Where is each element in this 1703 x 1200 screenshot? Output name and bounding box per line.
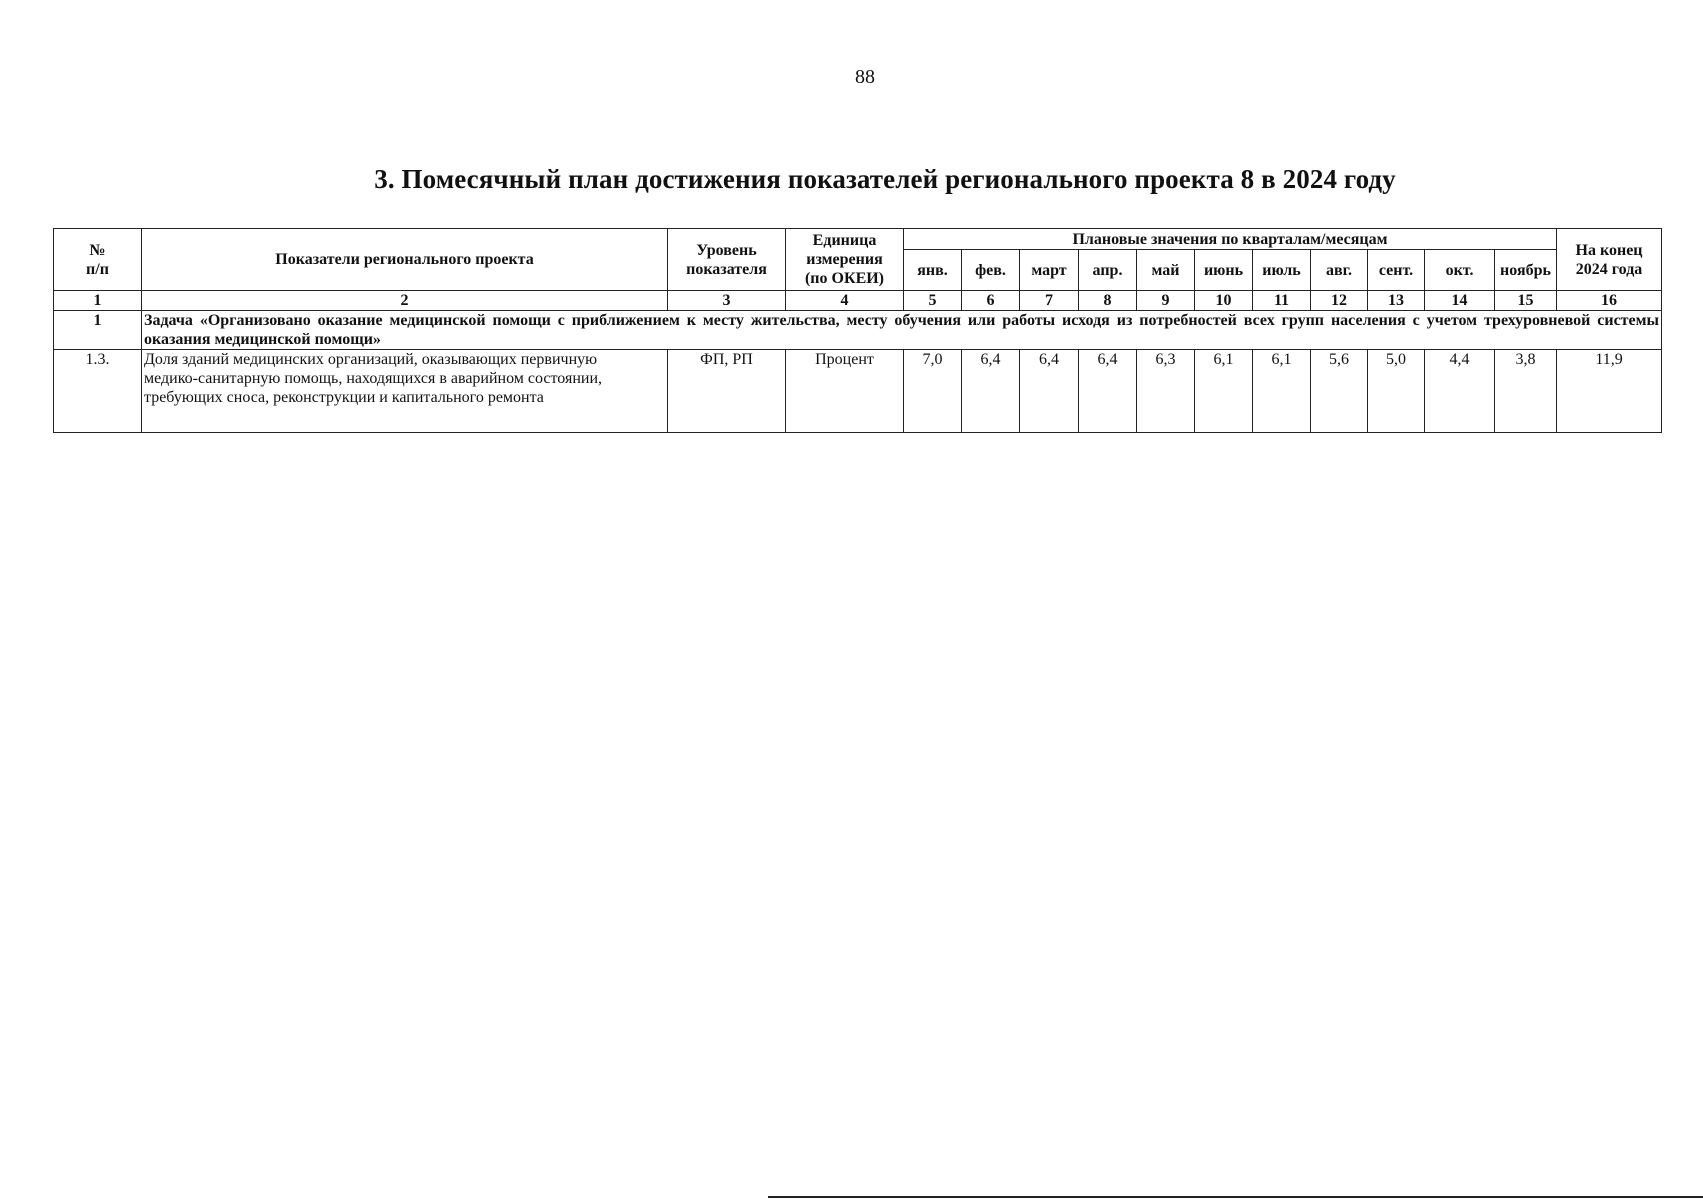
column-number: 6 xyxy=(962,291,1020,311)
footer-rule xyxy=(768,1196,1703,1198)
header-month: окт. xyxy=(1425,250,1495,291)
monthly-value: 5,6 xyxy=(1311,350,1368,433)
column-number: 13 xyxy=(1368,291,1425,311)
page-number: 88 xyxy=(855,66,875,88)
task-description: Задача «Организовано оказание медицинской помощи с приближением к месту жительства, месту обучения или работы исходя из потребностей всех групп населения с учетом трехуровневой системы оказания медицинской помощи» xyxy=(142,311,1662,350)
column-number: 3 xyxy=(668,291,786,311)
document-title: 3. Помесячный план достижения показателей регионального проекта 8 в 2024 году xyxy=(374,164,1396,194)
table-row xyxy=(54,350,1662,433)
column-number: 7 xyxy=(1020,291,1079,311)
header-row xyxy=(54,229,1662,250)
column-number: 9 xyxy=(1137,291,1195,311)
header-no: № п/п xyxy=(54,229,142,291)
header-month: май xyxy=(1137,250,1195,291)
column-number: 11 xyxy=(1253,291,1311,311)
column-number: 1 xyxy=(54,291,142,311)
indicator-name: Доля зданий медицинских организаций, оказывающих первичную медико-санитарную помощь, находящихся в аварийном состоянии, требующих сноса, реконструкции и капитального ремонта xyxy=(142,350,668,433)
indicator-unit: Процент xyxy=(786,350,904,433)
column-number: 2 xyxy=(142,291,668,311)
monthly-value: 6,4 xyxy=(962,350,1020,433)
row-number: 1.3. xyxy=(54,350,142,433)
header-month: апр. xyxy=(1079,250,1137,291)
column-number: 10 xyxy=(1195,291,1253,311)
monthly-value: 6,1 xyxy=(1253,350,1311,433)
column-number: 14 xyxy=(1425,291,1495,311)
header-month: март xyxy=(1020,250,1079,291)
monthly-value: 6,4 xyxy=(1020,350,1079,433)
header-unit: Единица измерения (по ОКЕИ) xyxy=(786,229,904,291)
header-end-of-year: На конец 2024 года xyxy=(1557,229,1662,291)
header-level: Уровень показателя xyxy=(668,229,786,291)
monthly-value: 6,1 xyxy=(1195,350,1253,433)
header-planned-values: Плановые значения по кварталам/месяцам xyxy=(904,229,1557,250)
end-of-year-value: 11,9 xyxy=(1557,350,1662,433)
column-number: 16 xyxy=(1557,291,1662,311)
header-month: июнь xyxy=(1195,250,1253,291)
column-number: 5 xyxy=(904,291,962,311)
monthly-value: 6,3 xyxy=(1137,350,1195,433)
task-number: 1 xyxy=(54,311,142,350)
monthly-plan-table xyxy=(53,228,1662,433)
monthly-value: 4,4 xyxy=(1425,350,1495,433)
monthly-value: 6,4 xyxy=(1079,350,1137,433)
task-row xyxy=(54,311,1662,350)
header-month: ноябрь xyxy=(1495,250,1557,291)
column-numbers-row xyxy=(54,291,1662,311)
column-number: 8 xyxy=(1079,291,1137,311)
column-number: 4 xyxy=(786,291,904,311)
header-indicator: Показатели регионального проекта xyxy=(142,229,668,291)
header-month: сент. xyxy=(1368,250,1425,291)
header-month: авг. xyxy=(1311,250,1368,291)
column-number: 15 xyxy=(1495,291,1557,311)
monthly-value: 7,0 xyxy=(904,350,962,433)
header-month: фев. xyxy=(962,250,1020,291)
monthly-value: 5,0 xyxy=(1368,350,1425,433)
column-number: 12 xyxy=(1311,291,1368,311)
monthly-value: 3,8 xyxy=(1495,350,1557,433)
indicator-level: ФП, РП xyxy=(668,350,786,433)
header-month: янв. xyxy=(904,250,962,291)
header-month: июль xyxy=(1253,250,1311,291)
